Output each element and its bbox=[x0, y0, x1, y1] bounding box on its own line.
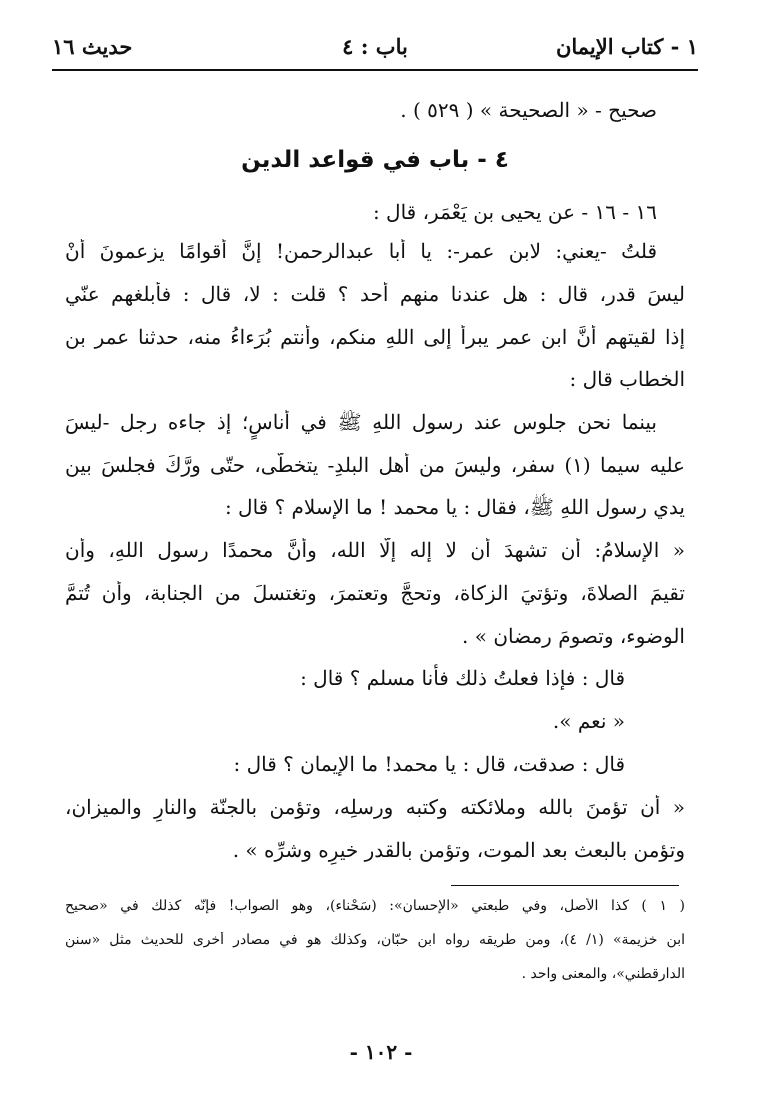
footnote-line-1: ( ١ ) كذا الأصل، وفي طبعتي «الإحسان»: (سَحْناء)، وهو الصواب! فإنّه كذلك في «صحيح bbox=[65, 898, 685, 914]
body-line-2: ١٦ - ١٦ - عن يحيى بن يَعْمَر، قال : bbox=[372, 200, 657, 224]
page-number: - ١٠٢ - bbox=[349, 1040, 413, 1064]
header-book-title: ١ - كتاب الإيمان bbox=[555, 34, 698, 59]
running-header bbox=[52, 30, 698, 70]
body-line-16: « أن تؤمنَ بالله وملائكته وكتبه ورسلِه، وتؤمن بالجنّة والنارِ والميزان، bbox=[65, 795, 685, 819]
body-line-4: ليسَ قدر، قال : هل عندنا منهم أحد ؟ قلت : لا، قال : فأبلغهم عنّي bbox=[65, 282, 685, 306]
body-line-12: الوضوء، وتصومَ رمضان » . bbox=[462, 624, 685, 648]
footnote-rule bbox=[451, 885, 679, 886]
body-line-10: « الإسلامُ: أن تشهدَ أن لا إله إلّا الله، وأنَّ محمدًا رسول اللهِ، وأن bbox=[65, 538, 685, 562]
header-rule bbox=[52, 69, 698, 71]
body-line-6: الخطاب قال : bbox=[569, 367, 685, 391]
body-line-1: صحيح - « الصحيحة » ( ٥٢٩ ) . bbox=[400, 98, 657, 122]
body-line-3: قلتُ -يعني: لابن عمر-: يا أبا عبدالرحمن! إنَّ أقوامًا يزعمونَ أنْ bbox=[65, 239, 657, 263]
body-line-7: بينما نحن جلوس عند رسول اللهِ ﷺ في أناسٍ؛ إذ جاءه رجل -ليسَ bbox=[65, 410, 657, 434]
footnote-line-3: الدارقطني»، والمعنى واحد . bbox=[521, 966, 685, 982]
header-chapter: باب : ٤ bbox=[342, 34, 408, 59]
body-line-5: إذا لقيتهم أنَّ ابن عمر يبرأ إلى اللهِ منكم، وأنتم بُرَءاءُ منه، حدثنا عمر بن bbox=[65, 325, 685, 349]
body-line-15: قال : صدقت، قال : يا محمد! ما الإيمان ؟ قال : bbox=[233, 752, 625, 776]
footnote-line-2: ابن خزيمة» (١/ ٤)، ومن طريقه رواه ابن حبّان، وكذلك هو في مصادر أُخرى للحديث مثل «سنن bbox=[65, 932, 685, 948]
body-line-11: تقيمَ الصلاةَ، وتؤتيَ الزكاة، وتحجَّ وتعتمرَ، وتغتسلَ من الجنابة، وأن تُتمَّ bbox=[65, 581, 685, 605]
body-line-8: عليه سيما (١) سفر، وليسَ من أهل البلدِ- يتخطّى، حتّى ورَّكَ فجلسَ بين bbox=[65, 453, 685, 477]
chapter-title: ٤ - باب في قواعد الدين bbox=[241, 147, 509, 173]
body-line-14: « نعم ». bbox=[552, 709, 625, 733]
body-line-9: يدي رسول اللهِ ﷺ، فقال : يا محمد ! ما الإسلام ؟ قال : bbox=[224, 495, 685, 519]
header-hadith-number: حديث ١٦ bbox=[52, 34, 133, 59]
body-line-13: قال : فإذا فعلتُ ذلك فأنا مسلم ؟ قال : bbox=[300, 666, 625, 690]
body-line-17: وتؤمن بالبعث بعد الموت، وتؤمن بالقدر خيرِه وشرِّه » . bbox=[232, 838, 685, 862]
